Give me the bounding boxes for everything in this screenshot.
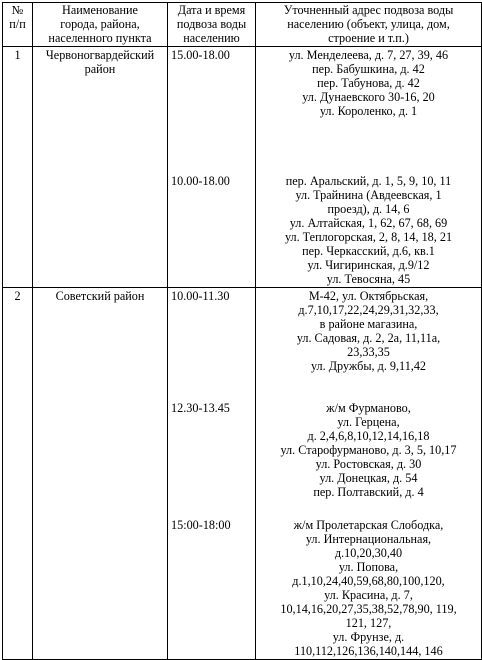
address-group bbox=[258, 174, 479, 286]
address-line: ул. Алтайская, 1, 62, 67, 68, 69 bbox=[289, 216, 448, 230]
time-slot: 12.30-13.45 bbox=[171, 401, 230, 415]
header-time-line: населению bbox=[183, 31, 240, 45]
header-address-line: Уточненный адрес подвоза воды bbox=[283, 3, 454, 17]
address-line: д.1,10,24,40,59,68,80,100,120, bbox=[292, 574, 445, 588]
address-line: ул. Трайнина (Авдеевская, 1 bbox=[295, 188, 442, 202]
address-line: ж/м Фурманово, bbox=[326, 401, 411, 415]
header-num-line: № bbox=[11, 3, 24, 17]
address-line: 10,14,16,20,27,35,38,52,78,90, 119, bbox=[280, 602, 457, 616]
row-num: 2 bbox=[3, 288, 33, 660]
time-slot: 10.00-11.30 bbox=[171, 289, 230, 303]
water-delivery-table-container bbox=[2, 2, 482, 660]
address-line: ул. Чигиринская, д.9/12 bbox=[307, 258, 430, 272]
address-group bbox=[258, 518, 479, 658]
address-line: ул. Фрунзе, д. bbox=[332, 630, 405, 644]
row-name-line: Червоногвардейский bbox=[45, 48, 155, 62]
row-num: 1 bbox=[3, 47, 33, 288]
table-row bbox=[3, 288, 482, 660]
address-line: ул. Тевосяна, 45 bbox=[326, 272, 411, 286]
header-address bbox=[256, 3, 482, 47]
row-name-line: район bbox=[84, 62, 116, 76]
address-line: д.10,20,30,40 bbox=[334, 546, 403, 560]
time-slot: 15:00-18:00 bbox=[171, 518, 231, 532]
address-group bbox=[258, 289, 479, 387]
address-line: в районе магазина, bbox=[319, 317, 418, 331]
address-line: М-42, ул. Октябрьская, bbox=[308, 289, 429, 303]
row-address bbox=[256, 47, 482, 288]
header-time-line: Дата и время bbox=[177, 3, 246, 17]
address-line: ул. Менделеева, д. 7, 27, 39, 46 bbox=[288, 48, 449, 62]
address-line: 23,33,35 bbox=[347, 345, 390, 359]
address-line: пер. Черкасский, д.6, кв.1 bbox=[302, 244, 435, 258]
header-address-line: населению (объект, улица, дом, bbox=[287, 17, 450, 31]
address-line: ул. Донецкая, д. 54 bbox=[319, 471, 418, 485]
table-row bbox=[3, 47, 482, 288]
address-line: ж/м Пролетарская Слободка, bbox=[293, 518, 444, 532]
row-time bbox=[168, 288, 256, 660]
water-delivery-table bbox=[2, 2, 482, 660]
header-address-line: строение и т.п.) bbox=[328, 31, 409, 45]
address-line: ул. Старофурманово, д. 3, 5, 10,17 bbox=[280, 443, 457, 457]
row-name bbox=[33, 288, 168, 660]
address-line: ул. Ростовская, д. 30 bbox=[315, 457, 422, 471]
address-line: ул. Красина, д. 7, bbox=[324, 588, 413, 602]
address-line: ул. Герцена, bbox=[337, 415, 400, 429]
row-address bbox=[256, 288, 482, 660]
address-line: пер. Бабушкина, д. 42 bbox=[312, 62, 425, 76]
address-group bbox=[258, 387, 479, 518]
header-row bbox=[3, 3, 482, 47]
address-line: пер. Табунова, д. 42 bbox=[317, 76, 420, 90]
header-time-line: подвоза воды bbox=[176, 17, 247, 31]
row-name bbox=[33, 47, 168, 288]
address-line: ул. Садовая, д. 2, 2а, 11,11а, bbox=[296, 331, 441, 345]
address-line: ул. Теплогорская, 2, 8, 14, 18, 21 bbox=[284, 230, 453, 244]
address-line: пер. Полтавский, д. 4 bbox=[313, 485, 424, 499]
address-line: д. 2,4,6,8,10,12,14,16,18 bbox=[307, 429, 430, 443]
address-line: проезд), д. 14, 6 bbox=[327, 202, 410, 216]
time-slot: 10.00-18.00 bbox=[171, 174, 230, 188]
header-name-line: города, района, bbox=[60, 17, 140, 31]
header-num bbox=[3, 3, 33, 47]
address-line: 121, 127, bbox=[345, 616, 392, 630]
address-line: ул. Интернациональная, bbox=[305, 532, 432, 546]
header-num-line: п/п bbox=[9, 17, 26, 31]
address-line: ул. Дружбы, д. 9,11,42 bbox=[310, 359, 427, 373]
header-time bbox=[168, 3, 256, 47]
address-group bbox=[258, 48, 479, 174]
row-name-line: Советский район bbox=[55, 289, 145, 303]
time-slot: 15.00-18.00 bbox=[171, 48, 230, 62]
address-line: ул. Короленко, д. 1 bbox=[319, 104, 418, 118]
header-name-line: Наименование bbox=[62, 3, 138, 17]
address-line: пер. Аральский, д. 1, 5, 9, 10, 11 bbox=[285, 174, 452, 188]
header-name bbox=[33, 3, 168, 47]
address-line: д.7,10,17,22,24,29,31,32,33, bbox=[298, 303, 439, 317]
address-line: ул. Попова, bbox=[338, 560, 399, 574]
address-line: 110,112,126,136,140,144, 146 bbox=[294, 644, 443, 658]
address-line: ул. Дунаевского 30-16, 20 bbox=[302, 90, 435, 104]
row-time bbox=[168, 47, 256, 288]
header-name-line: населенного пункта bbox=[48, 31, 152, 45]
